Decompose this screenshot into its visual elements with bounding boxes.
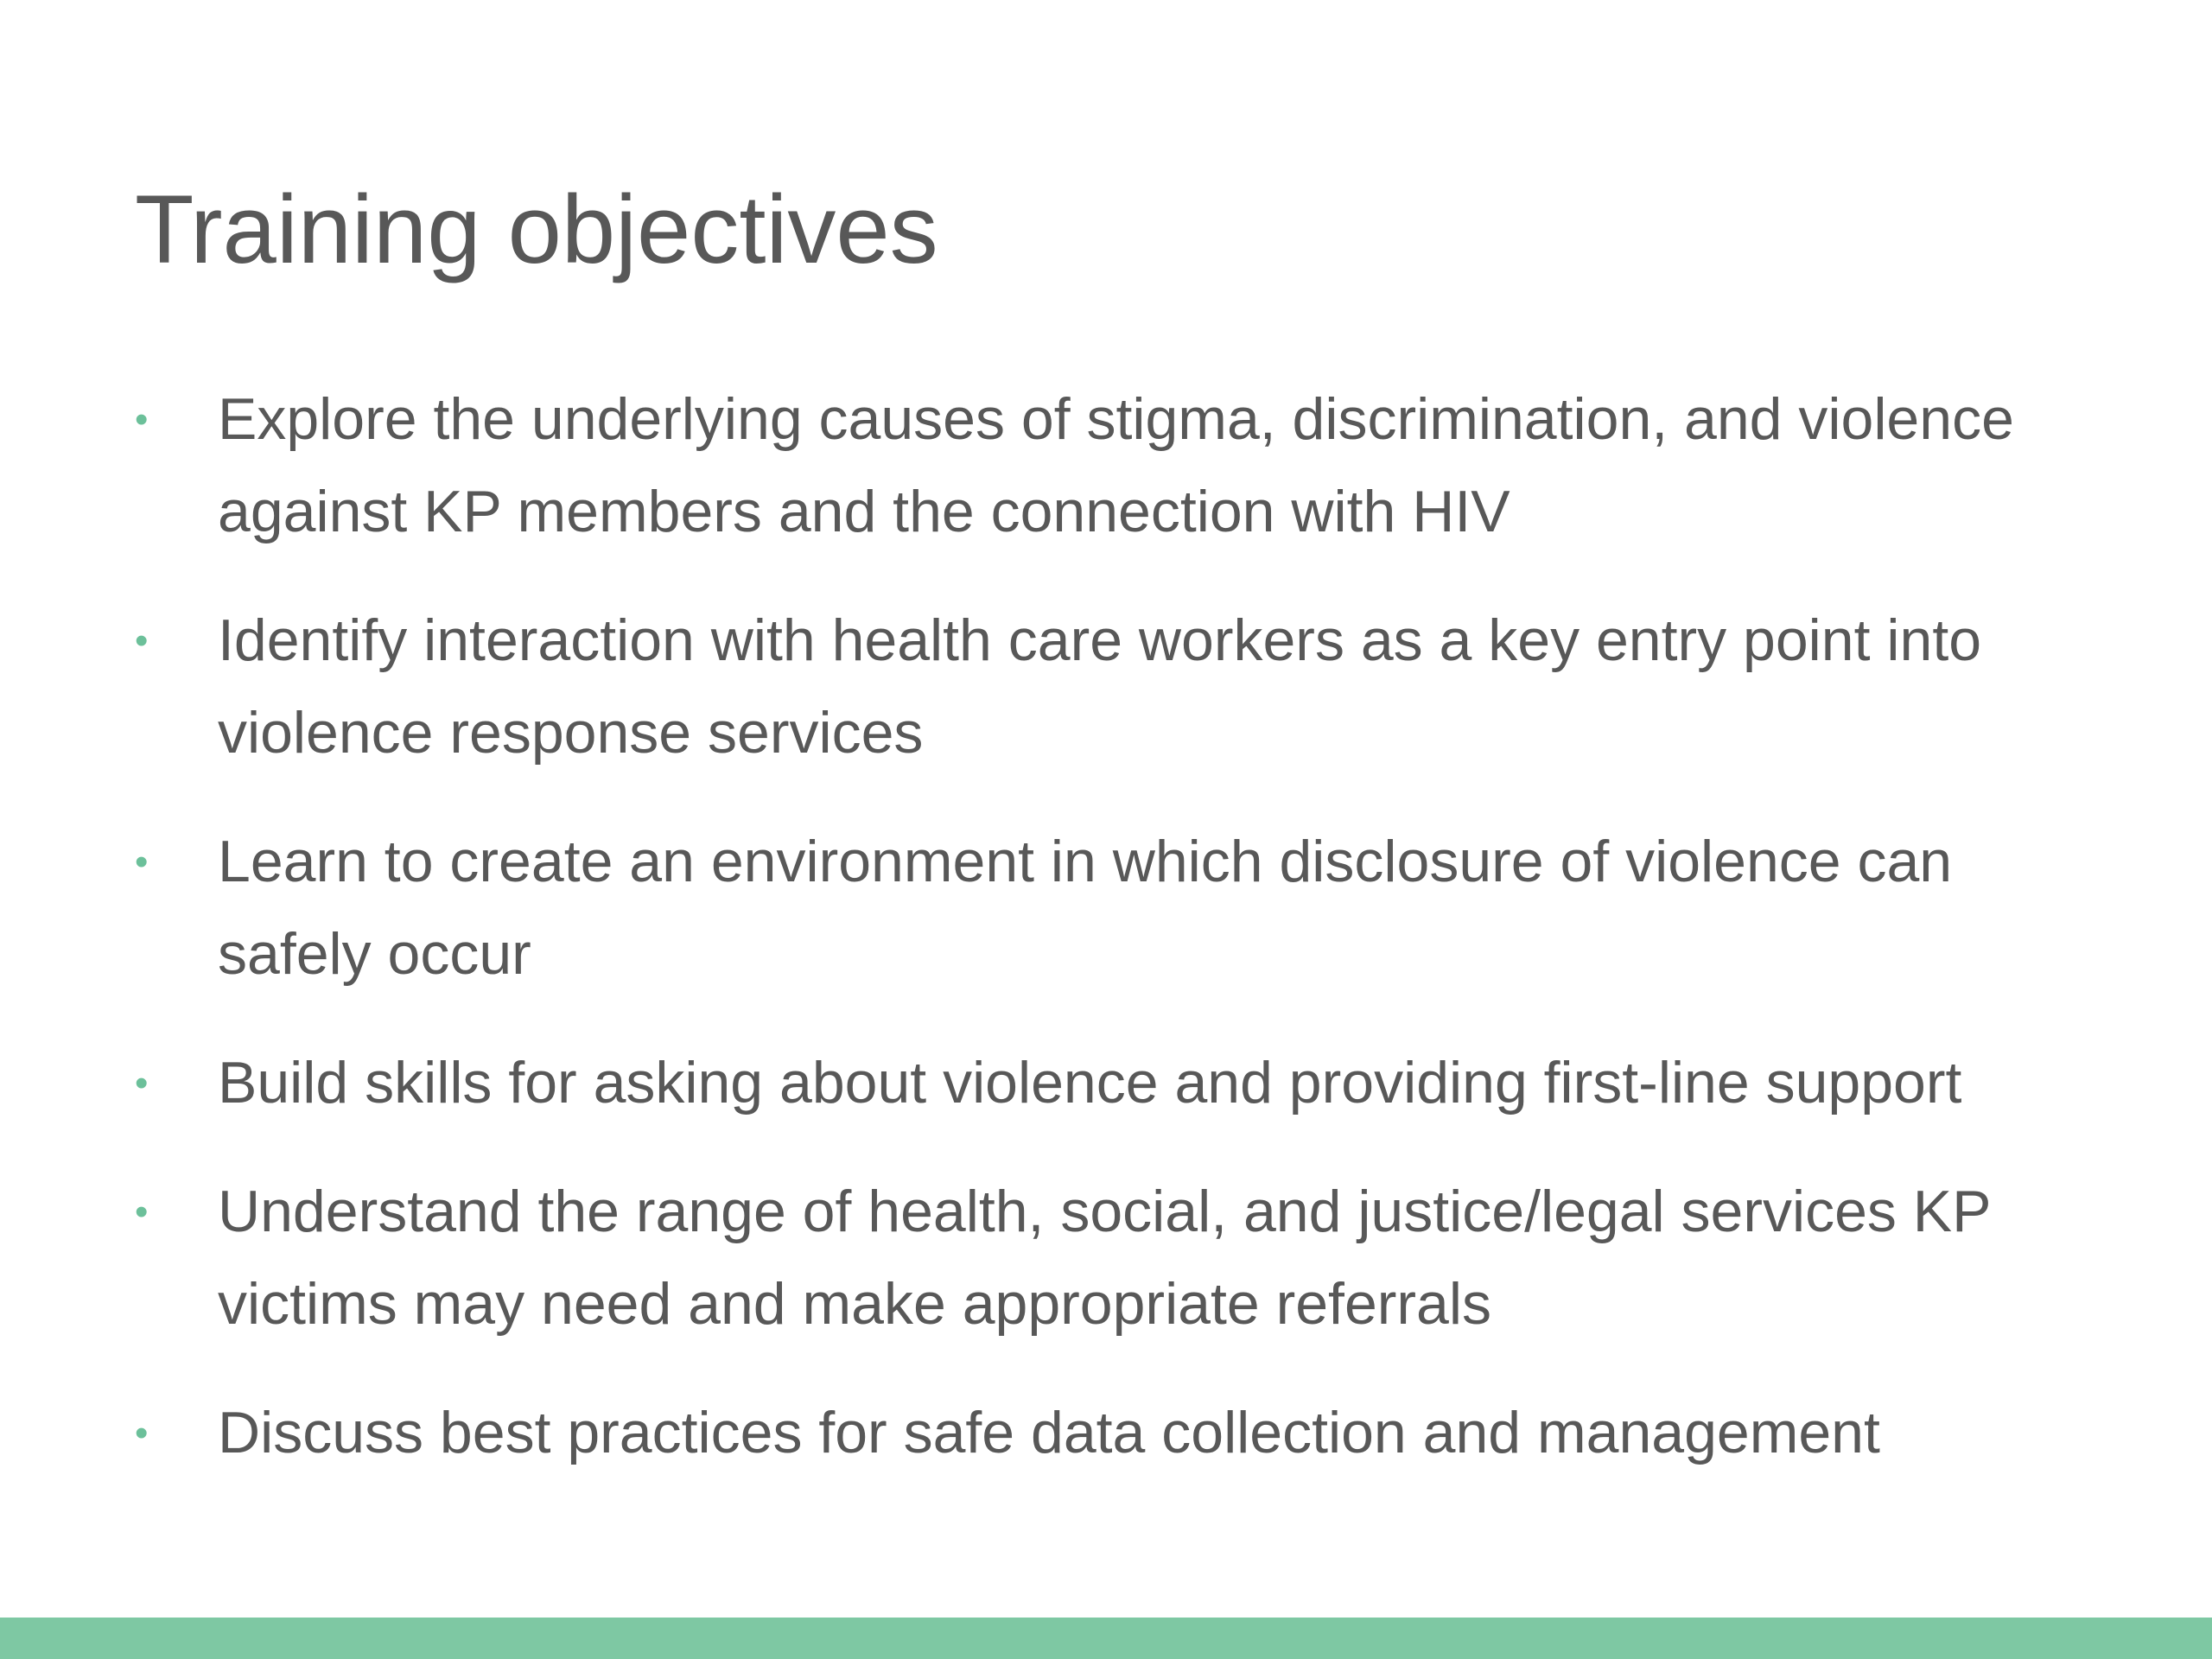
footer-accent-bar — [0, 1618, 2212, 1659]
list-item — [135, 816, 2113, 1001]
bullet-icon: • — [135, 1062, 149, 1104]
bullet-icon: • — [135, 1191, 149, 1233]
slide-title: Training objectives — [135, 175, 938, 283]
bullet-icon: • — [135, 841, 149, 883]
list-item — [135, 1037, 2113, 1129]
list-item-text: Learn to create an environment in which disclosure of violence can safely occur — [218, 829, 1953, 987]
list-item — [135, 594, 2113, 779]
list-item — [135, 1166, 2113, 1351]
bullet-icon: • — [135, 398, 149, 441]
list-item-text: Discuss best practices for safe data collection and management — [218, 1400, 1880, 1465]
bullet-icon: • — [135, 620, 149, 662]
list-item-text: Identify interaction with health care workers as a key entry point into violence response services — [218, 607, 1982, 766]
list-item-text: Explore the underlying causes of stigma, discrimination, and violence against KP members and the connection with HIV — [218, 386, 2014, 544]
objectives-list — [135, 373, 2113, 1479]
list-item — [135, 1387, 2113, 1479]
list-item — [135, 373, 2113, 558]
bullet-icon: • — [135, 1412, 149, 1454]
list-item-text: Understand the range of health, social, and justice/legal services KP victims may need and make appropriate referrals — [218, 1179, 1991, 1337]
list-item-text: Build skills for asking about violence and providing first-line support — [218, 1050, 1962, 1116]
